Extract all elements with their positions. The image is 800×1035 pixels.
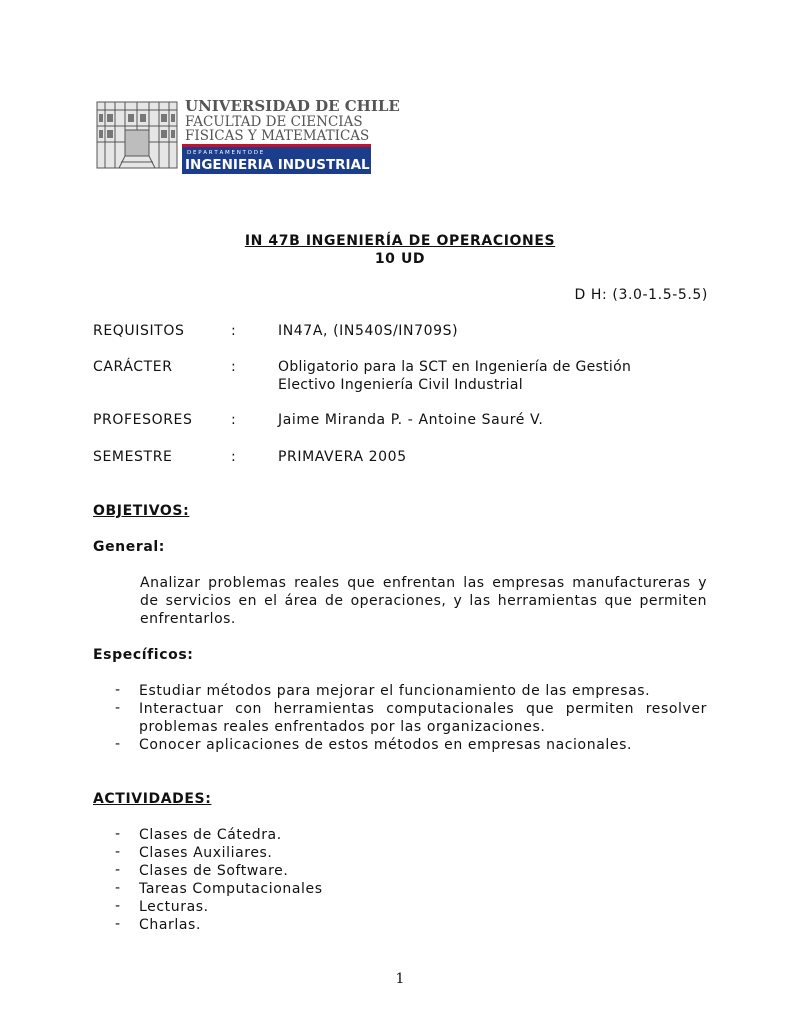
list-item <box>93 898 707 916</box>
especificos-list <box>93 682 707 754</box>
list-item-text: Lecturas. <box>139 899 209 915</box>
list-item <box>93 844 707 862</box>
logo-line-3: FISICAS Y MATEMATICAS <box>185 128 370 144</box>
bullet: - <box>115 736 121 752</box>
label-semestre: SEMESTRE <box>93 449 173 465</box>
list-item-text: Tareas Computacionales <box>139 881 323 897</box>
value-caracter-2: Electivo Ingeniería Civil Industrial <box>278 377 523 393</box>
bullet: - <box>115 862 121 878</box>
list-item <box>93 700 707 736</box>
value-caracter-1: Obligatorio para la SCT en Ingeniería de Gestión <box>278 359 632 375</box>
sep-caracter: : <box>231 359 237 375</box>
objetivos-heading: OBJETIVOS: <box>93 503 190 519</box>
list-item-text: Clases de Software. <box>139 863 289 879</box>
list-item <box>93 880 707 898</box>
list-item-text: Clases de Cátedra. <box>139 827 282 843</box>
course-dh: D H: (3.0-1.5-5.5) <box>574 287 708 303</box>
list-item <box>93 862 707 880</box>
bullet: - <box>115 916 121 932</box>
value-semestre: PRIMAVERA 2005 <box>278 449 407 465</box>
list-item-text: Conocer aplicaciones de estos métodos en empresas nacionales. <box>139 737 633 753</box>
sep-semestre: : <box>231 449 237 465</box>
general-text: Analizar problemas reales que enfrentan las empresas manufactureras y de servicios en el área de operaciones, y las herramientas que permiten enfrentarlos. <box>140 575 707 627</box>
value-requisitos: IN47A, (IN540S/IN709S) <box>278 323 459 339</box>
list-item-text: Estudiar métodos para mejorar el funcionamiento de las empresas. <box>139 683 651 699</box>
faculty-building-logo <box>95 96 400 176</box>
list-item <box>93 916 707 934</box>
bullet: - <box>115 826 121 842</box>
logo-dept: INGENIERIA INDUSTRIAL <box>185 157 370 173</box>
bullet: - <box>115 700 121 716</box>
bullet: - <box>115 880 121 896</box>
bullet: - <box>115 682 121 698</box>
list-item-text: Clases Auxiliares. <box>139 845 273 861</box>
bullet: - <box>115 898 121 914</box>
label-requisitos: REQUISITOS <box>93 323 185 339</box>
label-caracter: CARÁCTER <box>93 359 173 375</box>
especificos-heading: Específicos: <box>93 647 194 663</box>
course-units: 10 UD <box>374 251 426 267</box>
list-item-text: Charlas. <box>139 917 201 933</box>
course-title: IN 47B INGENIERÍA DE OPERACIONES <box>244 233 556 249</box>
logo-dept-small: D E P A R T A M E N T O D E <box>187 150 264 156</box>
actividades-heading: ACTIVIDADES: <box>93 791 212 807</box>
logo-line-1: UNIVERSIDAD DE CHILE <box>185 97 400 115</box>
page-number: 1 <box>395 971 405 987</box>
logo-line-2: FACULTAD DE CIENCIAS <box>185 114 363 130</box>
sep-profesores: : <box>231 412 237 428</box>
actividades-list <box>93 826 707 934</box>
general-heading: General: <box>93 539 165 555</box>
list-item <box>93 682 707 700</box>
value-profesores: Jaime Miranda P. - Antoine Sauré V. <box>278 412 544 428</box>
sep-requisitos: : <box>231 323 237 339</box>
list-item-text: Interactuar con herramientas computacionales que permiten resolver problemas reales enfrentados por las organizaciones. <box>139 701 707 735</box>
bullet: - <box>115 844 121 860</box>
label-profesores: PROFESORES <box>93 412 193 428</box>
list-item <box>93 826 707 844</box>
list-item <box>93 736 707 754</box>
university-logo <box>95 96 400 176</box>
